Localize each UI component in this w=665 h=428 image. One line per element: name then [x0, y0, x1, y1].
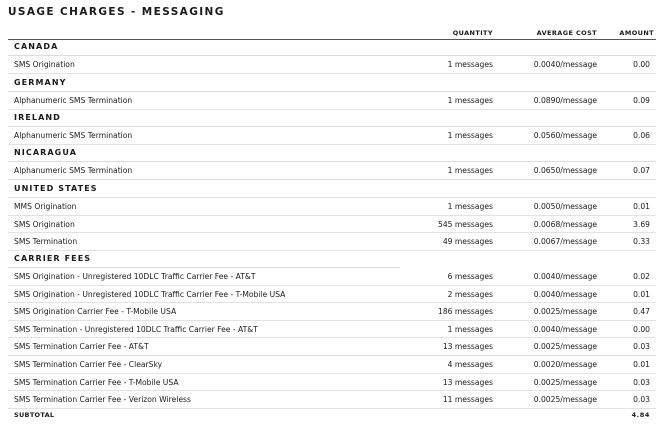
section-title: NICARAGUA [14, 148, 77, 157]
row-amount: 0.01 [633, 359, 650, 369]
row-quantity: 1 messages [447, 96, 493, 105]
row-average-cost: 0.0040/message [533, 324, 597, 334]
row-quantity: 49 messages [442, 237, 493, 247]
table-row [8, 127, 656, 145]
row-amount: 0.00 [633, 60, 650, 69]
row-description: Alphanumeric SMS Termination [14, 166, 133, 175]
row-average-cost: 0.0068/message [533, 219, 597, 229]
column-header-amount: AMOUNT [619, 29, 654, 37]
column-header-quantity: QUANTITY [452, 29, 493, 37]
table-row [8, 198, 656, 216]
section-title: UNITED STATES [14, 184, 98, 193]
row-description: SMS Origination - Unregistered 10DLC Traffic Carrier Fee - AT&T [14, 272, 256, 281]
table-row [8, 321, 656, 339]
row-amount: 0.00 [633, 324, 650, 334]
row-quantity: 186 messages [438, 307, 493, 317]
subtotal-row [8, 409, 656, 421]
row-amount: 0.01 [633, 289, 650, 299]
section-carrier-fees [8, 251, 656, 409]
section-canada [8, 39, 656, 74]
row-average-cost: 0.0025/message [533, 307, 597, 317]
row-quantity: 2 messages [447, 289, 493, 299]
row-amount: 0.09 [633, 96, 650, 105]
row-amount: 0.03 [633, 395, 650, 405]
row-average-cost: 0.0067/message [533, 237, 597, 247]
row-amount: 0.06 [633, 131, 650, 140]
row-average-cost: 0.0040/message [533, 289, 597, 299]
row-quantity: 6 messages [447, 272, 493, 281]
table-row [8, 338, 656, 356]
row-quantity: 1 messages [447, 131, 493, 140]
row-average-cost: 0.0025/message [533, 395, 597, 405]
row-quantity: 1 messages [447, 166, 493, 175]
table-row [8, 303, 656, 321]
table-row [8, 233, 656, 251]
row-quantity: 545 messages [438, 219, 493, 229]
table-row [8, 216, 656, 234]
row-description: SMS Origination [14, 60, 75, 69]
row-average-cost: 0.0025/message [533, 342, 597, 352]
section-germany [8, 75, 656, 110]
section-header [8, 39, 656, 56]
row-description: SMS Termination - Unregistered 10DLC Traffic Carrier Fee - AT&T [14, 324, 258, 334]
section-title: IRELAND [14, 113, 61, 122]
row-description: SMS Termination Carrier Fee - Verizon Wireless [14, 395, 191, 405]
row-average-cost: 0.0040/message [533, 60, 597, 69]
row-amount: 0.03 [633, 377, 650, 387]
row-description: SMS Termination [14, 237, 78, 247]
row-description: Alphanumeric SMS Termination [14, 96, 133, 105]
row-description: Alphanumeric SMS Termination [14, 131, 133, 140]
section-header [8, 251, 400, 268]
table-row [8, 356, 656, 374]
row-amount: 0.03 [633, 342, 650, 352]
table-row [8, 268, 656, 286]
page-title: USAGE CHARGES - MESSAGING [8, 6, 225, 18]
row-quantity: 4 messages [447, 359, 493, 369]
row-average-cost: 0.0650/message [533, 166, 597, 175]
row-amount: 0.02 [633, 272, 650, 281]
subtotal-amount: 4.84 [631, 411, 650, 419]
table-row [8, 374, 656, 392]
row-quantity: 11 messages [442, 395, 493, 405]
row-description: SMS Origination [14, 219, 75, 229]
row-description: SMS Termination Carrier Fee - ClearSky [14, 359, 163, 369]
row-description: SMS Origination Carrier Fee - T-Mobile USA [14, 307, 177, 317]
row-average-cost: 0.0050/message [533, 202, 597, 211]
section-ireland [8, 110, 656, 145]
column-header-average-cost: AVERAGE COST [536, 29, 597, 37]
section-header [8, 145, 656, 162]
section-title: CARRIER FEES [14, 254, 92, 263]
row-average-cost: 0.0890/message [533, 96, 597, 105]
row-quantity: 1 messages [447, 202, 493, 211]
row-quantity: 13 messages [442, 342, 493, 352]
row-description: SMS Termination Carrier Fee - AT&T [14, 342, 149, 352]
section-header [8, 110, 656, 127]
row-amount: 0.01 [633, 202, 650, 211]
row-description: MMS Origination [14, 202, 77, 211]
row-average-cost: 0.0560/message [533, 131, 597, 140]
table-row [8, 92, 656, 110]
section-title: CANADA [14, 42, 59, 51]
row-amount: 0.33 [633, 237, 650, 247]
section-header [8, 75, 656, 92]
subtotal-label: SUBTOTAL [14, 411, 55, 419]
table-row [8, 162, 656, 180]
row-description: SMS Termination Carrier Fee - T-Mobile USA [14, 377, 179, 387]
row-quantity: 1 messages [447, 324, 493, 334]
table-row [8, 391, 656, 409]
section-united-states [8, 181, 656, 251]
row-amount: 0.47 [633, 307, 650, 317]
table-row [8, 56, 656, 74]
row-quantity: 13 messages [442, 377, 493, 387]
row-amount: 0.07 [633, 166, 650, 175]
row-quantity: 1 messages [447, 60, 493, 69]
section-title: GERMANY [14, 78, 67, 87]
section-header [8, 181, 656, 198]
row-description: SMS Origination - Unregistered 10DLC Traffic Carrier Fee - T-Mobile USA [14, 289, 286, 299]
row-average-cost: 0.0020/message [533, 359, 597, 369]
table-row [8, 286, 656, 304]
row-amount: 3.69 [633, 219, 650, 229]
row-average-cost: 0.0040/message [533, 272, 597, 281]
section-nicaragua [8, 145, 656, 180]
row-average-cost: 0.0025/message [533, 377, 597, 387]
